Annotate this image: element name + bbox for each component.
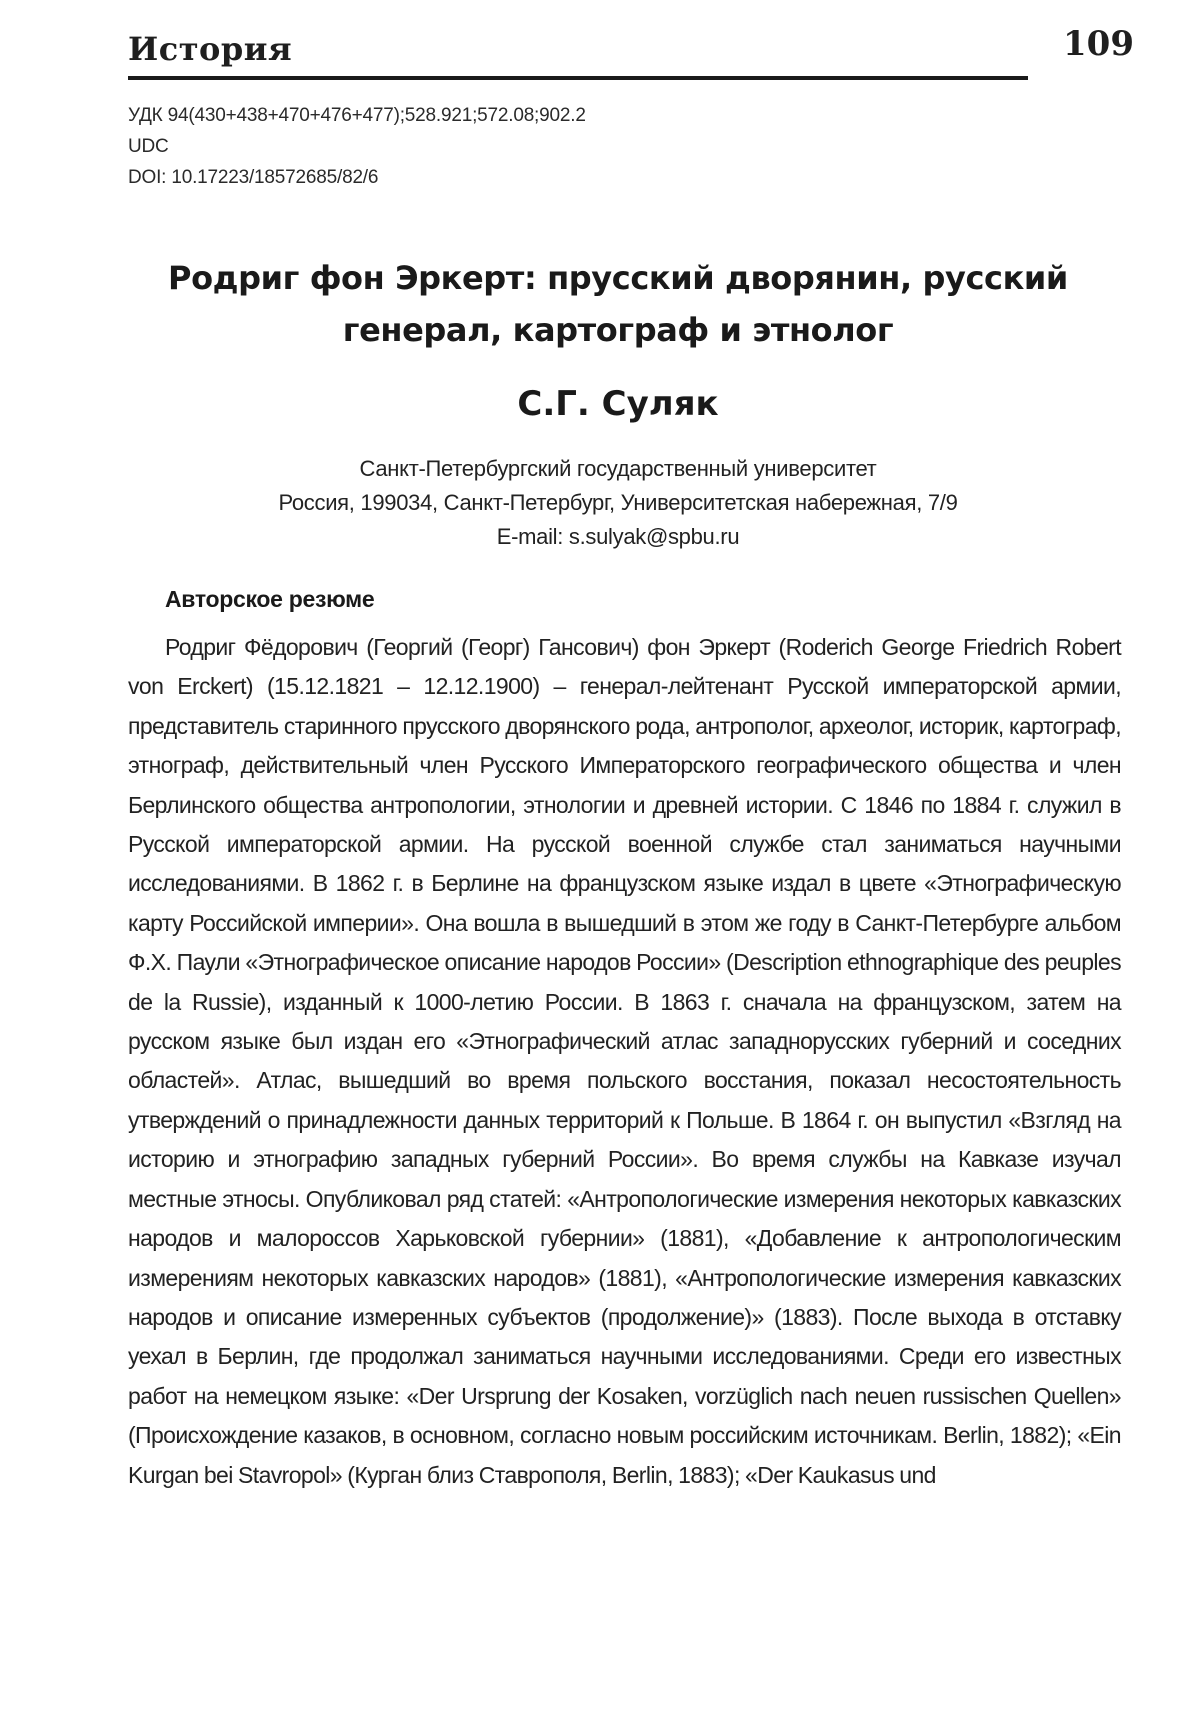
header-rule [128,76,1028,80]
udc-label: UDC [128,136,169,157]
page-number: 109 [1063,24,1134,64]
abstract-heading: Авторское резюме [165,586,375,612]
abstract-text: Родриг Фёдорович (Георгий (Георг) Гансович) фон Эркерт (Roderich George Friedrich Robert von Erckert) (15.12.1821 – 12.12.1900) – генерал-лейтенант Русской императорской армии, представитель старинного прусского дворянского рода, антрополог, археолог, историк, картограф, этнограф, действительный член Русского Императорского географического общества и член Берлинского общества антропологии, этнологии и древней истории. С 1846 по 1884 г. служил в Русской императорской армии. На русской военной службе стал заниматься научными исследованиями. В 1862 г. в Берлине на французском языке издал в цвете «Этнографическую карту Российской империи». Она вошла в вышедший в этом же году в Санкт-Петербурге альбом Ф.Х. Паули «Этнографическое описание народов России» (Description ethnographique des peuples de la Russie), изданный к 1000-летию России. В 1863 г. сначала на французском, затем на русском языке был издан его «Этнографический атлас западнорусских губерний и соседних областей». Атлас, вышедший во время польского восстания, показал несостоятельность утверждений о принадлежности данных территорий к Польше. В 1864 г. он выпустил «Взгляд на историю и этнографию западных губерний России». Во время службы на Кавказе изучал местные этносы. Опубликовал ряд статей: «Антропологические измерения некоторых кавказских народов и малороссов Харьковской губернии» (1881), «Добавление к антропологическим измерениям некоторых кавказских народов» (1881), «Антропологические измерения кавказских народов и описание измеренных субъектов (продолжение)» (1883). После выхода в отставку уехал в Берлин, где продолжал заниматься научными исследованиями. Среди его известных работ на немецком языке: «Der Ursprung der Kosaken, vorzüglich nach neuen russischen Quellen» (Происхождение казаков, в основном, согласно новым российским источникам. Berlin, 1882); «Ein Kurgan bei Stavropol» (Курган близ Ставрополя, Berlin, 1883); «Der Kaukasus und [128,634,1121,1488]
affiliation-address: Россия, 199034, Санкт-Петербург, Университетская набережная, 7/9 [278,490,958,515]
title-line-2: генерал, картограф и этнолог [342,311,894,349]
article-meta [128,100,586,193]
doi: DOI: 10.17223/18572685/82/6 [128,167,379,188]
udk-code: УДК 94(430+438+470+476+477);528.921;572.08;902.2 [128,105,586,126]
author-name: С.Г. Суляк [517,384,719,424]
title-line-1: Родриг фон Эркерт: прусский дворянин, русский [168,259,1068,297]
affiliation-institution: Санкт-Петербургский государственный университет [359,456,877,481]
section-name: История [128,30,293,68]
author-affiliation [128,452,1108,554]
article-title [128,252,1108,356]
running-header [128,22,1134,82]
author-email: E-mail: s.sulyak@spbu.ru [496,524,740,549]
